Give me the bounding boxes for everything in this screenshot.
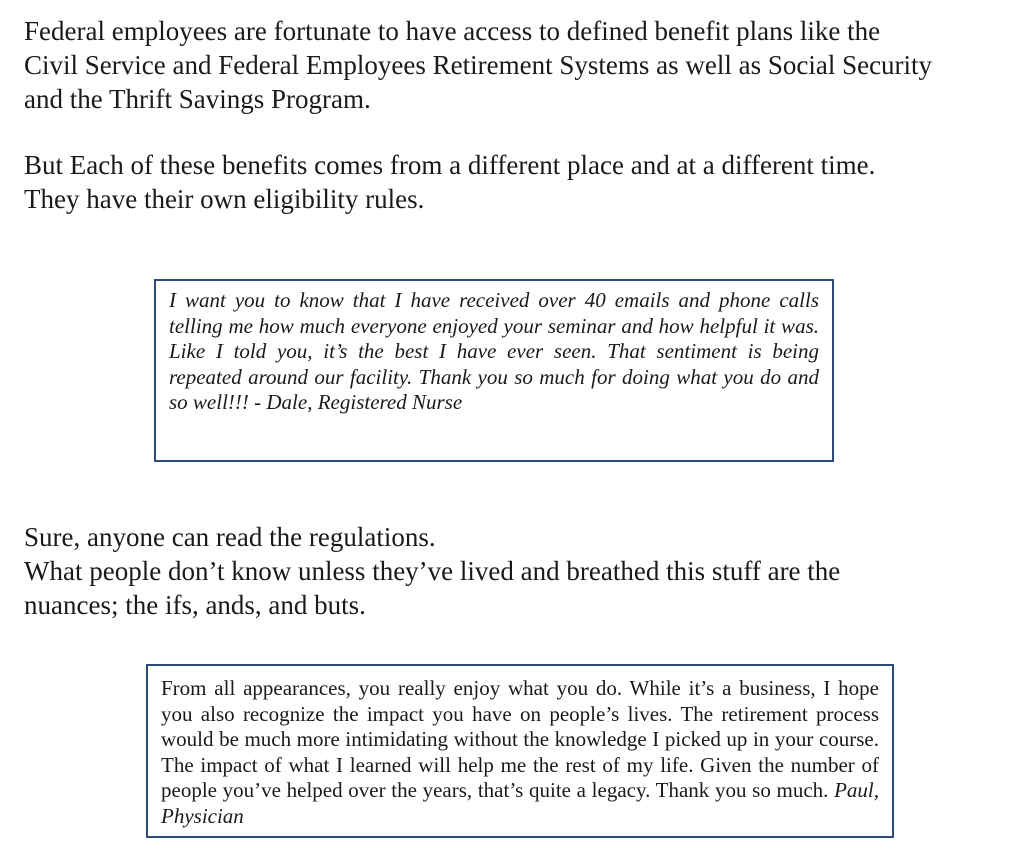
- testimonial-attribution-physician: Paul, Physician: [161, 778, 880, 828]
- testimonial-box-nurse: [154, 279, 834, 462]
- intro-line: Federal employees are fortunate to have access to defined benefit plans like the: [24, 16, 881, 46]
- regulations-line: Sure, anyone can read the regulations.: [24, 522, 436, 552]
- testimonial-body-physician: [161, 676, 879, 829]
- intro-line: and the Thrift Savings Program.: [24, 84, 371, 114]
- benefits-line: They have their own eligibility rules.: [24, 184, 425, 214]
- testimonial-text-nurse: I want you to know that I have received over 40 emails and phone calls telling me how much everyone enjoyed your seminar and how helpful it was. Like I told you, it’s the best I have ever seen. That sentiment is being repeated around our facility. Thank you so much for doing what you do and so well!!! - Dale, Registered Nurse: [169, 288, 819, 414]
- regulations-line: nuances; the ifs, ands, and buts.: [24, 590, 366, 620]
- benefits-paragraph: [24, 148, 875, 216]
- intro-paragraph: [24, 14, 932, 116]
- intro-line: Civil Service and Federal Employees Retirement Systems as well as Social Security: [24, 50, 933, 80]
- testimonial-box-physician: [146, 664, 894, 838]
- testimonial-text-physician: From all appearances, you really enjoy what you do. While it’s a business, I hope you also recognize the impact you have on people’s lives. The retirement process would be much more intimidating without the knowledge I picked up in your course. The impact of what I learned will help me the rest of my life. Given the number of people you’ve helped over the years, that’s quite a legacy. Thank you so much.: [161, 676, 879, 802]
- regulations-line: What people don’t know unless they’ve lived and breathed this stuff are the: [24, 556, 841, 586]
- benefits-line: But Each of these benefits comes from a different place and at a different time.: [24, 150, 876, 180]
- regulations-paragraph: [24, 520, 840, 622]
